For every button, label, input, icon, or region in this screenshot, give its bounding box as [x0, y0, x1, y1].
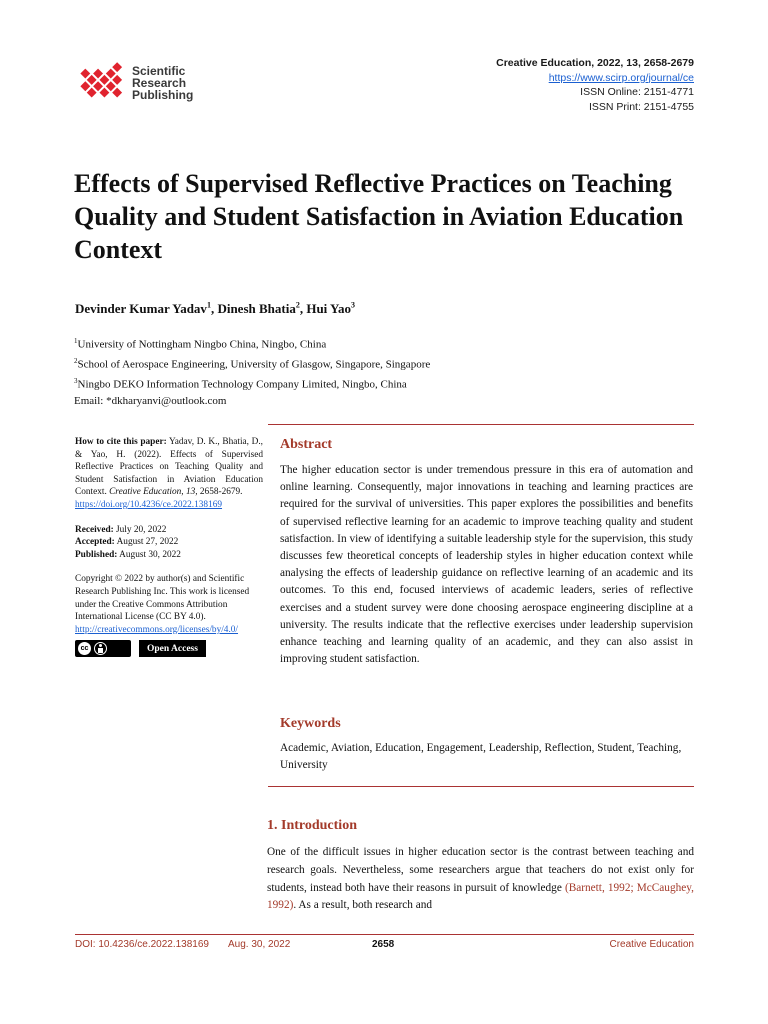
- abstract-text: The higher education sector is under tremendous pressure in this era of automation and online learning. Consequently, major innovations in teaching and learning practices are required for the survival of universities. This paper explores the possibilities and benefits of supervised reflective learning for an academic to improve teaching quality and student satisfaction. In view of identifying a suitable leadership style for the supervision, this study discusses few theoretical concepts of leadership styles in higher education context while analysing the effects of leadership guidance on reflective learning of an academic and its outcomes. To this end, focused interviews of academic leaders, series of reflective exercises and a student survey were done choosing aerospace engineering discipline at a university. The results indicate that the reflective exercises under leadership supervision enhance teaching and learning quality of an academic, and they can also assist in improving student satisfaction.: [280, 464, 693, 666]
- received-label: Received:: [75, 524, 114, 535]
- affiliation-2-sup: 2: [74, 357, 78, 366]
- abstract-heading: Abstract: [280, 437, 333, 452]
- open-access-badge: Open Access: [139, 640, 206, 657]
- affiliation-3-sup: 3: [74, 377, 78, 386]
- attribution-icon: [94, 642, 107, 655]
- author-1-name: Devinder Kumar Yadav: [75, 301, 207, 317]
- publisher-line-2: Research: [132, 76, 187, 90]
- abstract-top-rule: [268, 424, 694, 425]
- keywords-text: Academic, Aviation, Education, Engagement, Leadership, Reflection, Student, Teaching, University: [280, 742, 682, 772]
- published-label: Published:: [75, 549, 118, 560]
- published-value: August 30, 2022: [117, 549, 181, 560]
- received-date: [75, 524, 263, 537]
- affiliation-2-text: School of Aerospace Engineering, University of Glasgow, Singapore, Singapore: [77, 358, 431, 371]
- author-1: [75, 301, 217, 316]
- intro-text-start: One of the difficult issues in higher education sector is the contrast between teaching and research goals. Nevertheless, some researchers argue that teachers do not exist only for students, instead both have their reasons in pursuit of knowledge: [267, 846, 694, 894]
- intro-references-link[interactable]: (Barnett, 1992; McCaughey, 1992): [267, 881, 695, 912]
- cite-doi-link[interactable]: https://doi.org/10.4236/ce.2022.138169: [75, 499, 223, 510]
- article-dates: [75, 524, 263, 562]
- author-2: [217, 301, 306, 316]
- publisher-logo-mark: [76, 52, 130, 112]
- cc-icon: cc: [78, 642, 91, 655]
- copyright-text: Copyright © 2022 by author(s) and Scientific Research Publishing Inc. This work is licensed under the Creative Commons Attribution International License (CC BY 4.0).: [75, 574, 250, 623]
- journal-info: [496, 56, 694, 114]
- keywords-bottom-rule: [268, 786, 694, 787]
- cite-pages: 2658-2679.: [197, 487, 243, 498]
- author-2-name: Dinesh Bhatia: [217, 301, 296, 317]
- affiliation-3: [74, 373, 430, 393]
- affiliation-1-text: University of Nottingham Ningbo China, Ningbo, China: [77, 338, 327, 351]
- introduction-heading: 1. Introduction: [267, 818, 357, 833]
- page-number: 2658: [372, 939, 395, 950]
- footer-doi[interactable]: DOI: 10.4236/ce.2022.138169: [75, 939, 209, 950]
- author-list: [75, 301, 355, 317]
- issn-online: ISSN Online: 2151-4771: [580, 86, 694, 98]
- published-date: [75, 549, 263, 562]
- publisher-name: [132, 65, 193, 101]
- keywords-heading: Keywords: [280, 716, 341, 731]
- author-3: [306, 301, 355, 316]
- page-footer: [75, 939, 694, 953]
- affiliations: [74, 333, 430, 410]
- cite-text: Yadav, D. K., Bhatia, D., & Yao, H. (2022). Effects of Supervised Reflective Practices on Teaching Quality and Student Satisfaction in Aviation Education Context.: [75, 437, 264, 498]
- author-3-name: Hui Yao: [306, 301, 351, 317]
- accepted-value: August 27, 2022: [114, 537, 179, 548]
- affiliation-2: [74, 353, 430, 373]
- cite-journal: Creative Education, 13,: [109, 487, 198, 498]
- copyright-notice: [75, 573, 263, 636]
- journal-citation: Creative Education, 2022, 13, 2658-2679: [496, 57, 694, 69]
- license-badges: [75, 640, 263, 657]
- author-2-sup: 2: [295, 301, 300, 310]
- affiliation-1-sup: 1: [74, 337, 78, 345]
- cite-label: How to cite this paper:: [75, 437, 167, 447]
- issn-print: ISSN Print: 2151-4755: [588, 100, 694, 113]
- affiliation-3-text: Ningbo DEKO Information Technology Company Limited, Ningbo, China: [77, 378, 407, 391]
- cc-by-badge[interactable]: [75, 640, 131, 657]
- intro-text-end: . As a result, both research and: [293, 899, 433, 912]
- accepted-label: Accepted:: [75, 537, 115, 548]
- received-value: July 20, 2022: [113, 524, 167, 535]
- article-sidebar: [75, 436, 263, 657]
- publisher-line-1: Scientific: [132, 64, 186, 78]
- license-link[interactable]: http://creativecommons.org/licenses/by/4.0/: [75, 624, 239, 635]
- footer-journal: Creative Education: [609, 939, 694, 950]
- footer-date: Aug. 30, 2022: [228, 939, 291, 950]
- author-email: Email: *dkharyanvi@outlook.com: [74, 395, 227, 408]
- author-sep: ,: [299, 301, 307, 317]
- introduction-text: [267, 844, 694, 915]
- author-3-sup: 3: [351, 301, 355, 310]
- affiliation-1: [74, 333, 430, 353]
- publisher-line-3: Publishing: [132, 88, 194, 102]
- publisher-logo: [76, 52, 206, 112]
- citation-block: [75, 436, 263, 512]
- footer-rule: [75, 934, 694, 935]
- accepted-date: [75, 536, 263, 549]
- author-1-sup: 1: [206, 301, 211, 310]
- journal-url-link[interactable]: https://www.scirp.org/journal/ce: [548, 71, 694, 84]
- paper-title: Effects of Supervised Reflective Practices on Teaching Quality and Student Satisfaction in Aviation Education Context: [74, 169, 684, 264]
- author-sep: ,: [210, 301, 218, 317]
